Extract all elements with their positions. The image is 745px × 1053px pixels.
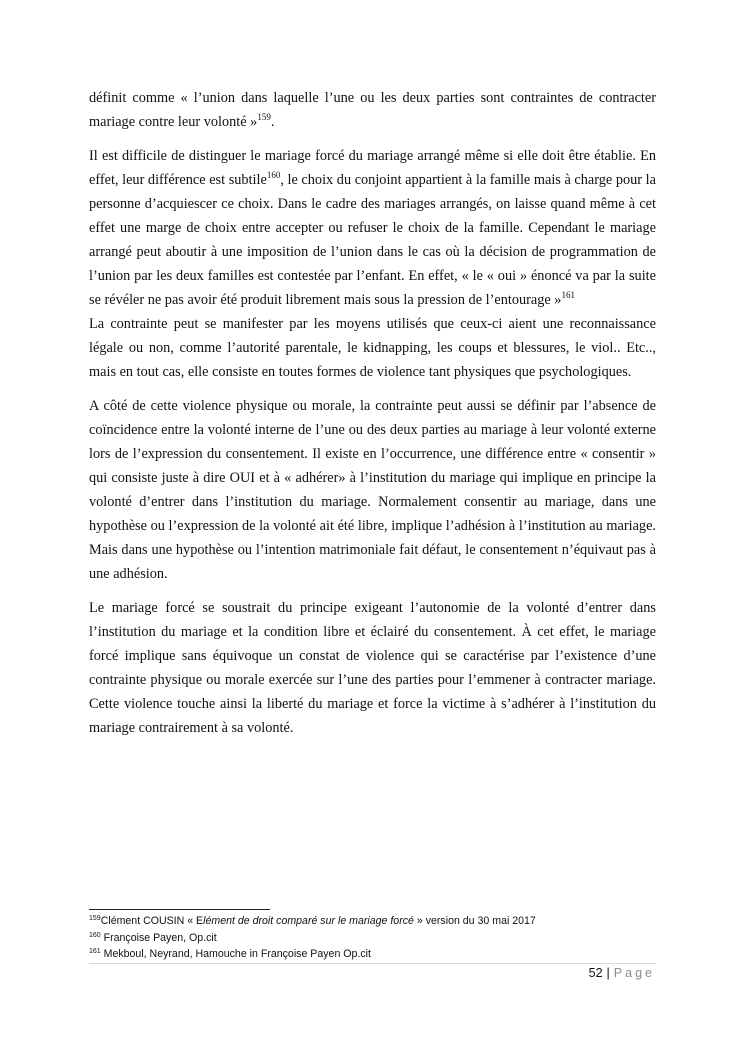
paragraph-4: A côté de cette violence physique ou morale, la contrainte peut aussi se définir par l’absence de coïncidence entre la volonté interne de l’une ou des deux parties au mariage à leur volonté externe lors de l’expression du consentement. Il existe en l’occurrence, une différence entre « consentir » qui consiste juste à dire OUI et à « adhérer» à l’institution du mariage qui implique en principe la volonté d’entrer dans l’institution du mariage. Normalement consentir au mariage, dans une hypothèse ou l’expression de la volonté ait été libre, implique l’adhésion à l’institution au mariage. Mais dans une hypothèse ou l’intention matrimoniale fait défaut, le consentement n’équivaut pas à une adhésion.: [89, 398, 656, 582]
footnote-separator: [89, 909, 270, 910]
footer-divider: [89, 963, 656, 964]
page-label: Page: [613, 966, 655, 980]
footnote-ref-160[interactable]: 160: [266, 170, 281, 180]
footer-separator: |: [606, 966, 610, 980]
page-footer: [589, 966, 655, 980]
paragraph-1: définit comme « l’union dans laquelle l’une ou les deux parties sont contraintes de contracter mariage contre leur volonté »$^{159}$.: [89, 90, 656, 130]
footnote-title: lément de droit comparé sur le mariage forcé: [203, 915, 414, 927]
body-text: [89, 86, 656, 750]
footnote-161: $^{161}$ Mekboul, Neyrand, Hamouche in Françoise Payen Op.cit: [89, 948, 371, 960]
footnote-ref-161[interactable]: 161: [561, 290, 575, 300]
paragraph-3: La contrainte peut se manifester par les moyens utilisés que ceux-ci aient une reconnaissance légale ou non, comme l’autorité parentale, le kidnapping, les coups et blessures, le viol.. Etc.., mais en tout cas, elle consiste en toutes formes de violence tant physiques que psychologiques.: [89, 316, 656, 380]
footnote-ref-159[interactable]: 159: [257, 112, 271, 122]
footnote-159: $^{159}$Clément COUSIN « Elément de droit comparé sur le mariage forcé » version du 30 mai 2017: [89, 915, 536, 927]
footnote-160: $^{160}$ Françoise Payen, Op.cit: [89, 931, 217, 944]
paragraph-5: Le mariage forcé se soustrait du principe exigeant l’autonomie de la volonté d’entrer dans l’institution du mariage et la condition libre et éclairé du consentement. À cet effet, le mariage forcé implique sans équivoque un constat de violence qui se caractérise par l’existence d’une contrainte physique ou morale exercée sur l’une des parties pour l’emmener à contracter mariage. Cette violence touche ainsi la liberté du mariage et force la victime à s’adhérer à l’institution du mariage contrairement à sa volonté.: [89, 600, 656, 736]
footnotes: [89, 913, 656, 963]
paragraph-2: Il est difficile de distinguer le mariage forcé du mariage arrangé même si elle doit être établie. En effet, leur différence est subtile$^{160}$, le choix du conjoint appartient à la famille mais à charge pour la personne d’acquiescer ce choix. Dans le cadre des mariages arrangés, on laisse quand même à cet effet une marge de choix entre accepter ou refuser le choix de la famille. Cependant le mariage arrangé peut aboutir à une imposition de l’union dans le cas où la décision de programmation de l’union par les deux familles est contestée par l’enfant. En effet, « le « oui » énoncé va par la suite se révéler ne pas avoir été produit librement mais sous la pression de l’entourage »$^{161}$: [89, 148, 656, 308]
page-number: 52: [588, 966, 603, 980]
